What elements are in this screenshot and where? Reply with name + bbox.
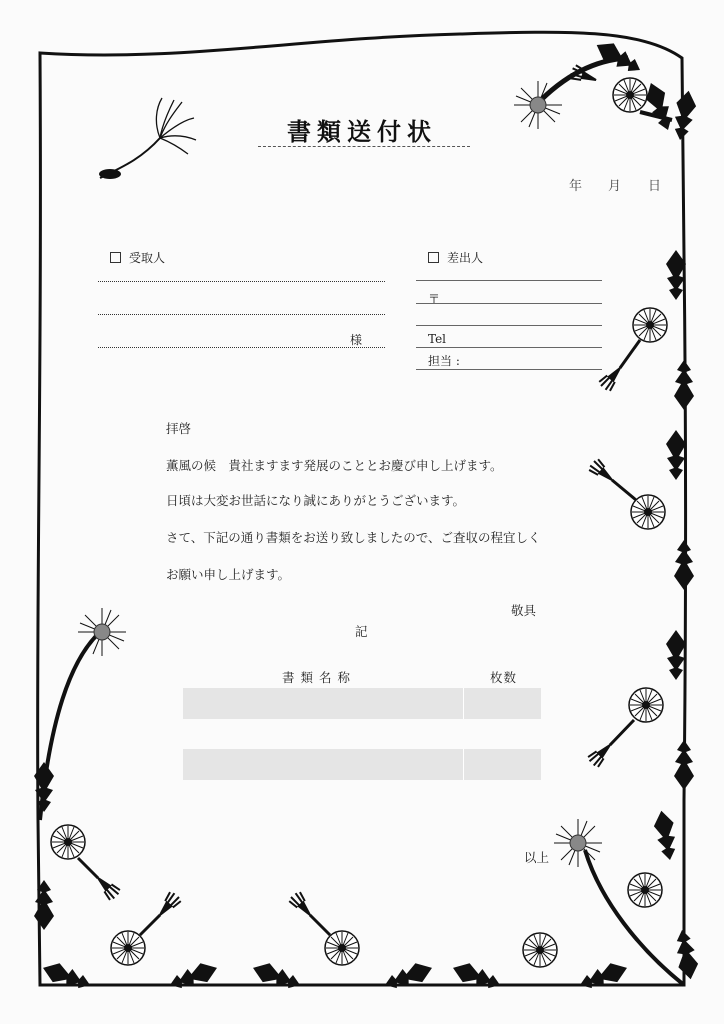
recipient-line-2 — [98, 314, 385, 315]
table-row-2-name-cell[interactable] — [183, 749, 463, 780]
sender-checkbox[interactable] — [428, 252, 439, 263]
letter-line-2: 日頃は大変お世話になり誠にありがとうございます。 — [166, 493, 466, 508]
sender-line-5 — [416, 369, 602, 370]
sender-postal-mark: 〒 — [428, 292, 441, 306]
recipient-honorific: 様 — [350, 333, 363, 347]
table-header-page-count: 枚数 — [490, 670, 518, 685]
document-title: 書類送付状 — [287, 118, 437, 146]
sender-line-4 — [416, 347, 602, 348]
letter-closing: 敬具 — [511, 603, 537, 618]
recipient-line-3 — [98, 347, 385, 348]
letter-line-1: 薫風の候 貴社ますます発展のこととお慶び申し上げます。 — [166, 458, 503, 473]
sender-label — [428, 249, 483, 266]
letter-note-mark: 記 — [355, 624, 368, 639]
sender-tel-label: Tel — [428, 332, 447, 346]
sender-line-2 — [416, 303, 602, 304]
date-day: 日 — [648, 179, 662, 194]
recipient-label-text: 受取人 — [129, 251, 166, 265]
title-underline — [258, 146, 470, 147]
table-row-1-count-cell[interactable] — [463, 688, 541, 719]
letter-line-4: お願い申し上げます。 — [166, 567, 291, 582]
table-row-1-name-cell[interactable] — [183, 688, 463, 719]
sender-contact-label: 担当 : — [428, 354, 460, 368]
date-month: 月 — [608, 179, 622, 194]
recipient-line-1 — [98, 281, 385, 282]
sender-line-1 — [416, 280, 602, 281]
recipient-checkbox[interactable] — [110, 252, 121, 263]
sender-label-text: 差出人 — [447, 251, 484, 265]
letter-line-3: さて、下記の通り書類をお送り致しましたので、ご査収の程宜しく — [166, 530, 541, 545]
recipient-label — [110, 249, 165, 266]
table-row-2-count-cell[interactable] — [463, 749, 541, 780]
letter-opening: 拝啓 — [166, 421, 192, 436]
end-mark: 以上 — [524, 850, 550, 865]
table-header-document-name: 書類名称 — [282, 670, 357, 685]
sender-line-3 — [416, 325, 602, 326]
date-year: 年 — [569, 179, 583, 194]
